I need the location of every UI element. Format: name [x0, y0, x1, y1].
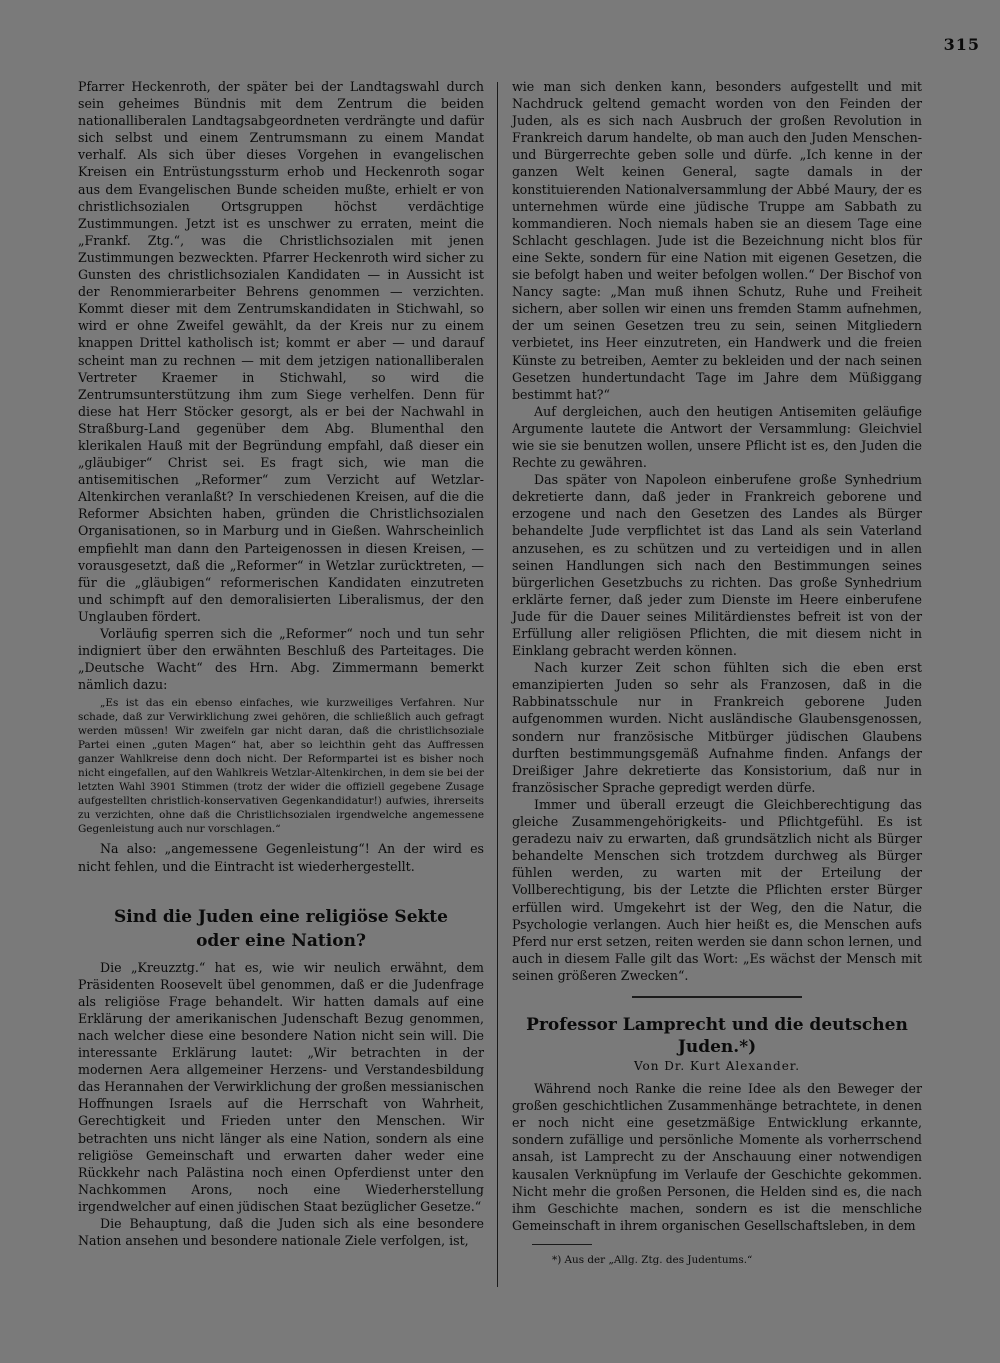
paragraph: Das später von Napoleon einberufene große Synhedrium dekretierte dann, daß jeder in Frankreich geborene und erzogene und nach den Gesetzen des Landes als Bürger behandelte Jude verpflichtet ist das Land als sein Vaterland anzusehen, es zu schützen und zu verteidigen und in allen seinen Handlungen sich nach den Bestimmungen seines bürgerlichen Gesetzbuchs zu richten. Das große Synhedrium erklärte ferner, daß jeder zum Dienste im Heere einberufene Jude für die Dauer seines Militärdienstes befreit ist von der Erfüllung aller religiösen Pflichten, die mit diesem nicht in Einklang gebracht werden können. — [512, 472, 922, 659]
article-title-line: Sind die Juden eine religiöse Sekte — [114, 906, 448, 927]
page-number: 315 — [943, 35, 980, 54]
paragraph: Vorläufig sperren sich die „Reformer“ noch und tun sehr indigniert über den erwähnten Beschluß des Parteitages. Die „Deutsche Wacht“ des Hrn. Abg. Zimmermann bemerkt nämlich dazu: — [78, 626, 484, 693]
paragraph: Nach kurzer Zeit schon fühlten sich die eben erst emanzipierten Juden so sehr als Franzosen, daß in die Rabbinatsschule nur in Frankreich geborene Juden aufgenommen wurden. Nicht ausländische Glaubensgenossen, sondern nur französische Mitbürger jüdischen Glaubens durften bestimmungsgemäß Aufnahme finden. Anfangs der Dreißiger Jahre dekretierte das Konsistorium, daß nur in französischer Sprache gepredigt werden dürfe. — [512, 660, 922, 795]
paragraph: Die „Kreuzztg.“ hat es, wie wir neulich erwähnt, dem Präsidenten Roosevelt übel genommen, daß er die Judenfrage als religiöse Frage behandelt. Wir hatten damals auf eine Erklärung der amerikanischen Judenschaft Bezug genommen, nach welcher diese eine besondere Nation nicht sein will. Die interessante Erklärung lautet: „Wir betrachten in der modernen Aera allgemeiner Herzens- und Verstandesbildung das Herannahen der Verwirklichung der großen messianischen Hoffnungen Israels auf die Herrschaft von Wahrheit, Gerechtigkeit und Frieden unter den Menschen. Wir betrachten uns nicht länger als eine Nation, sondern als eine religiöse Gemeinschaft und erwarten daher weder eine Rückkehr nach Palästina noch einen Opferdienst unter den Nachkommen Arons, noch eine Wiederherstellung irgendwelcher auf einen jüdischen Staat bezüglicher Gesetze.“ — [78, 959, 484, 1214]
paragraph: Während noch Ranke die reine Idee als den Beweger der großen geschichtlichen Zusammenhänge betrachtete, in denen er noch nicht eine gesetzmäßige Entwicklung erkannte, sondern zufällige und persönliche Momente als vorherrschend ansah, ist Lamprecht zu der Anschauung einer notwendigen kausalen Verknüpfung im Verlaufe der Geschichte gekommen. Nicht mehr die großen Personen, die Helden sind es, die nach ihm Geschichte machen, sondern es ist die menschliche Gemeinschaft in ihrem organischen Gesellschaftsleben, in dem — [512, 1081, 922, 1233]
paragraph: Auf dergleichen, auch den heutigen Antisemiten geläufige Argumente lautete die Antwort der Versammlung: Gleichviel wie sie sie benutzen wollen, unsere Pflicht ist es, den Juden die Rechte zu gewähren. — [512, 403, 922, 471]
footnote: *) Aus der „Allg. Ztg. des Judentums.“ — [552, 1253, 753, 1266]
article-title: Professor Lamprecht und die deutschen Juden.*) — [526, 1014, 908, 1057]
quotation: „Es ist das ein ebenso einfaches, wie kurzweiliges Verfahren. Nur schade, daß zur Verwirklichung zwei gehören, die schließlich auch gefragt werden müssen! Wir zweifeln gar nicht daran, daß die christlichsoziale Partei einen „guten Magen“ hat, aber so leichthin geht das Auffressen ganzer Wahlkreise denn doch nicht. Der Reformpartei ist es bisher noch nicht eingefallen, auf den Wahlkreis Wetzlar-Altenkirchen, in dem sie bei der letzten Wahl 3901 Stimmen (trotz der wider die offiziell gegebene Zusage aufgestellten christlich-konservativen Gegenkandidatur!) aufwies, ihrerseits zu verzichten, ohne daß die Christlichsozialen irgendwelche angemessene Gegenleistung auch nur vorschlagen.“ — [78, 697, 484, 835]
paragraph: wie man sich denken kann, besonders aufgestellt und mit Nachdruck geltend gemacht worden von den Feinden der Juden, als es sich nach Ausbruch der großen Revolution in Frankreich darum handelte, ob man auch den Juden Menschen- und Bürgerrechte geben solle und dürfe. „Ich kenne in der ganzen Welt keinen General, sagte damals in der konstituierenden Nationalversammlung der Abbé Maury, der es unternehmen würde eine jüdische Truppe am Sabbath zu kommandieren. Noch niemals haben sie an diesem Tage eine Schlacht geschlagen. Jude ist die Bezeichnung nicht blos für eine Sekte, sondern für eine Nation mit eigenen Gesetzen, die sie befolgt haben und weiter befolgen wollen.“ Der Bischof von Nancy sagte: „Man muß ihnen Schutz, Ruhe und Freiheit sichern, aber sollen wir einen uns fremden Stamm aufnehmen, der um seinen Gesetzen treu zu sein, seinen Mitgliedern verbietet, ins Heer einzutreten, ein Handwerk und die freien Künste zu betreiben, Aemter zu bekleiden und der nach seinen Gesetzen hundertundacht Tage im Jahre dem Müßiggang bestimmt hat?“ — [512, 79, 922, 402]
column-divider — [497, 82, 498, 1287]
right-column — [512, 78, 922, 1267]
left-column — [78, 78, 484, 1249]
article-title — [78, 905, 484, 953]
article-title-line: oder eine Nation? — [196, 930, 366, 951]
section-separator — [632, 996, 802, 998]
paragraph: Na also: „angemessene Gegenleistung“! An der wird es nicht fehlen, und die Eintracht ist wiederhergestellt. — [78, 841, 484, 874]
footnote-rule — [532, 1244, 592, 1245]
paragraph: Pfarrer Heckenroth, der später bei der Landtagswahl durch sein geheimes Bündnis mit dem Zentrum die beiden nationalliberalen Landtagsabgeordneten verdrängte und dafür sich selbst und einem Zentrumsmann zu einem Mandat verhalf. Als sich über dieses Vorgehen in evangelischen Kreisen ein Entrüstungssturm erhob und Heckenroth sogar aus dem Evangelischen Bunde scheiden mußte, erhielt er von christlichsozialen Ortsgruppen höchst verdächtige Zustimmungen. Jetzt ist es unschwer zu erraten, meint die „Frankf. Ztg.“, was die Christlichsozialen mit jenen Zustimmungen bezweckten. Pfarrer Heckenroth wird sicher zu Gunsten des christlichsozialen Kandidaten — in Aussicht ist der Renommierarbeiter Behrens genommen — verzichten. Kommt dieser mit dem Zentrumskandidaten in Stichwahl, so wird er ohne Zweifel gewählt, da der Kreis nur zu einem knappen Drittel katholisch ist; kommt er aber — und darauf scheint man zu rechnen — mit dem jetzigen nationalliberalen Vertreter Kraemer in Stichwahl, so wird die Zentrumsunterstützung ihm zum Siege verhelfen. Denn für diese hat Herr Stöcker gesorgt, als er bei der Nachwahl in Straßburg-Land gegenüber dem Abg. Blumenthal den klerikalen Hauß mit der Begründung empfahl, daß dieser ein „gläubiger“ Christ sei. Es fragt sich, wie man die antisemitischen „Reformer“ zum Verzicht auf Wetzlar-Altenkirchen veranlaßt? In verschiedenen Kreisen, auf die die Reformer Absichten haben, gründen die Christlichsozialen Organisationen, so in Marburg und in Gießen. Wahrscheinlich empfiehlt man dann den Parteigenossen in diesen Kreisen, — vorausgesetzt, daß die „Reformer“ in Wetzlar zurücktreten, — für die „gläubigen“ reformerischen Kandidaten einzutreten und schimpft auf den demoralisierten Liberalismus, der den Unglauben fördert. — [78, 79, 484, 624]
paragraph: Die Behauptung, daß die Juden sich als eine besondere Nation ansehen und besondere nationale Ziele verfolgen, ist, — [78, 1216, 484, 1249]
paragraph: Immer und überall erzeugt die Gleichberechtigung das gleiche Zusammengehörigkeits- und Pflichtgefühl. Es ist geradezu naiv zu erwarten, daß grundsätzlich nicht als Bürger behandelte Menschen sich trotzdem durchweg als Bürger fühlen werden, zu warten mit der Erteilung der Vollberechtigung, bis der Letzte die Pflichten erster Bürger erfüllen wird. Umgekehrt ist der Weg, den die Natur, die Psychologie verlangen. Auch hier heißt es, die Menschen aufs Pferd nur erst setzen, reiten werden sie dann schon lernen, und auch in diesem Falle gilt das Wort: „Es wächst der Mensch mit seinen größeren Zwecken“. — [512, 796, 922, 983]
byline: Von Dr. Kurt Alexander. — [633, 1058, 801, 1073]
